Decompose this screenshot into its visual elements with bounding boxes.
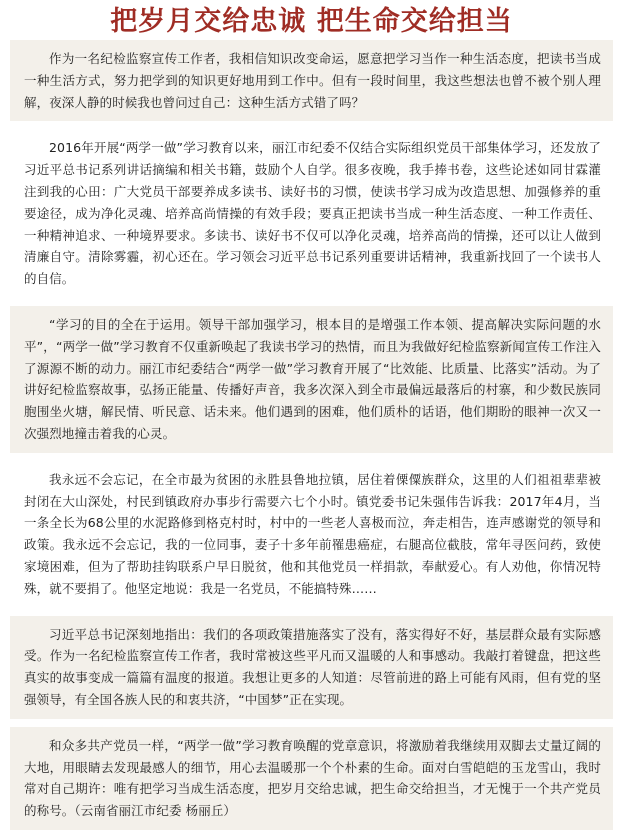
paragraph-gap [10, 298, 613, 306]
paragraph-2: 2016年开展“两学一做”学习教育以来，丽江市纪委不仅结合实际组织党员干部集体学习，还发放了习近平总书记系列讲话摘编和相关书籍，鼓励个人自学。很多夜晚，我手捧书卷，这些论述如同甘霖灌注到我的心田：广大党员干部要养成多读书、读好书的习惯，使读书学习成为改造思想、加强修养的重要途径，成为净化灵魂、培养高尚情操的有效手段；要真正把读书当成一种生活态度、一种工作责任、一种精神追求、一种境界要求。多读书、读好书不仅可以净化灵魂，培养高尚的情操，还可以让人做到清廉自守。清除雾霾，初心还在。学习领会习近平总书记系列重要讲话精神，我重新找回了一个读书人的自信。 [10, 129, 613, 298]
paragraph-3: “学习的目的全在于运用。领导干部加强学习，根本目的是增强工作本领、提高解决实际问题的水平”，“两学一做”学习教育不仅重新唤起了我读书学习的热情，而且为我做好纪检监察新闻宣传工作注入了源源不断的动力。丽江市纪委结合“两学一做”学习教育开展了“比效能、比质量、比落实”活动。为了讲好纪检监察故事，弘扬正能量、传播好声音，我多次深入到全市最偏远最落后的村寨，和少数民族同胞围坐火塘，解民情、听民意、话未来。他们遇到的困难，他们质朴的话语，他们期盼的眼神一次又一次强烈地撞击着我的心灵。 [10, 306, 613, 453]
paragraph-1: 作为一名纪检监察宣传工作者，我相信知识改变命运，愿意把学习当作一种生活态度，把读书当成一种生活方式，努力把学到的知识更好地用到工作中。但有一段时间里，我这些想法也曾不被个别人理解，夜深人静的时候我也曾问过自己：这种生活方式错了吗？ [10, 40, 613, 121]
paragraph-4: 我永远不会忘记，在全市最为贫困的永胜县鲁地拉镇，居住着傈僳族群众，这里的人们祖祖辈辈被封闭在大山深处，村民到镇政府办事步行需要六七个小时。镇党委书记朱强伟告诉我：2017年4月，当一条全长为68公里的水泥路修到格克村时，村中的一些老人喜极而泣，奔走相告，连声感谢党的领导和政策。我永远不会忘记，我的一位同事，妻子十多年前罹患癌症，右腿高位截肢，常年寻医问药，致使家境困难，但为了帮助挂钩联系户早日脱贫，他和其他党员一样捐款，奉献爱心。有人劝他，你情况特殊，就不要捐了。他坚定地说：我是一名党员，不能搞特殊…… [10, 461, 613, 608]
paragraph-6: 和众多共产党员一样，“两学一做”学习教育唤醒的党章意识，将激励着我继续用双脚去丈量辽阔的大地，用眼睛去发现最感人的细节，用心去温暖那一个个朴素的生命。面对白雪皑皑的玉龙雪山，我时常对自己期许：唯有把学习当成生活态度，把岁月交给忠诚，把生命交给担当，才无愧于一个共产党员的称号。（云南省丽江市纪委 杨丽丘） [10, 727, 613, 830]
paragraph-5: 习近平总书记深刻地指出：我们的各项政策措施落实了没有，落实得好不好，基层群众最有实际感受。作为一名纪检监察宣传工作者，我时常被这些平凡而又温暖的人和事感动。我敲打着键盘，把这些真实的故事变成一篇篇有温度的报道。我想让更多的人知道：尽管前进的路上可能有风雨，但有党的坚强领导，有全国各族人民的和衷共济，“中国梦”正在实现。 [10, 616, 613, 719]
paragraph-gap [10, 719, 613, 727]
article-body [10, 40, 613, 830]
article-headline: 把岁月交给忠诚 把生命交给担当 [110, 6, 513, 37]
paragraph-gap [10, 453, 613, 461]
paragraph-gap [10, 608, 613, 616]
paragraph-gap [10, 121, 613, 129]
